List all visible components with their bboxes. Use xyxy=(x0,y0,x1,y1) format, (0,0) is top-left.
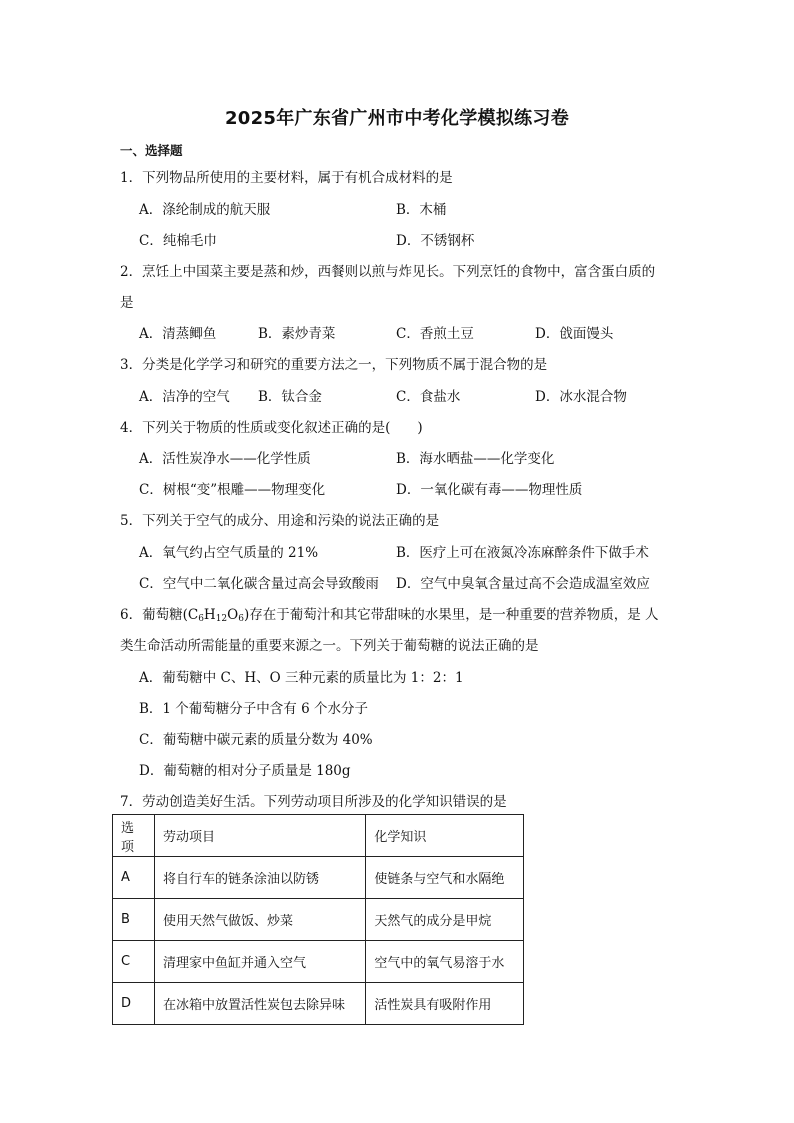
table-row xyxy=(113,983,524,1025)
question-2-stem-line2: 是 xyxy=(120,295,134,311)
formula-h: H xyxy=(203,607,216,623)
table-cell: 空气中的氧气易溶于水 xyxy=(366,941,524,983)
header-option: 选项 xyxy=(113,815,155,857)
question-3-option-b: B．钛合金 xyxy=(258,389,322,405)
question-5-option-c: C．空气中二氧化碳含量过高会导致酸雨 xyxy=(139,576,379,592)
table-row xyxy=(113,899,524,941)
question-5-option-b: B．医疗上可在液氮冷冻麻醉条件下做手术 xyxy=(396,545,649,561)
question-4-option-c: C．树根“变”根雕——物理变化 xyxy=(139,482,326,498)
table-header-row xyxy=(113,815,524,857)
question-5-option-a: A．氧气约占空气质量的 21% xyxy=(139,545,319,561)
question-7-stem: 7．劳动创造美好生活。下列劳动项目所涉及的化学知识错误的是 xyxy=(120,794,507,810)
table-cell: D xyxy=(113,983,155,1025)
question-1-stem: 1．下列物品所使用的主要材料，属于有机合成材料的是 xyxy=(120,170,453,186)
table-cell: 天然气的成分是甲烷 xyxy=(366,899,524,941)
table-cell: 在冰箱中放置活性炭包去除异味 xyxy=(154,983,365,1025)
q6-stem-post: )存在于葡萄汁和其它带甜味的水果里，是一种重要的营养物质，是 人 xyxy=(243,607,659,623)
question-7-table xyxy=(112,814,524,1025)
section-heading: 一、选择题 xyxy=(120,143,183,158)
formula-o: O xyxy=(227,607,239,623)
question-6-option-d: D．葡萄糖的相对分子质量是 180g xyxy=(139,763,351,779)
formula-sub-c: 6 xyxy=(198,614,204,624)
question-6-option-c: C．葡萄糖中碳元素的质量分数为 40% xyxy=(139,732,373,748)
question-2-option-b: B．素炒青菜 xyxy=(258,326,336,342)
header-chem-knowledge: 化学知识 xyxy=(366,815,524,857)
table-cell: C xyxy=(113,941,155,983)
table-row xyxy=(113,857,524,899)
question-2-option-d: D．戗面馒头 xyxy=(535,326,614,342)
table-row xyxy=(113,941,524,983)
question-4-stem: 4．下列关于物质的性质或变化叙述正确的是( ) xyxy=(120,420,423,436)
question-1-option-c: C．纯棉毛巾 xyxy=(139,233,217,249)
question-3-option-c: C．食盐水 xyxy=(396,389,461,405)
formula-sub-h: 12 xyxy=(215,614,228,624)
header-labor-item: 劳动项目 xyxy=(154,815,365,857)
q6-stem-pre: 6．葡萄糖(C xyxy=(120,607,199,623)
question-3-option-d: D．冰水混合物 xyxy=(535,389,627,405)
question-2-option-a: A．清蒸鲫鱼 xyxy=(139,326,217,342)
page-title: 2025年广东省广州市中考化学模拟练习卷 xyxy=(224,108,570,129)
question-3-stem: 3．分类是化学学习和研究的重要方法之一，下列物质不属于混合物的是 xyxy=(120,357,548,373)
question-6-option-b: B．1 个葡萄糖分子中含有 6 个水分子 xyxy=(139,701,368,717)
table-cell: A xyxy=(113,857,155,899)
table-cell: 使链条与空气和水隔绝 xyxy=(366,857,524,899)
table-cell: 使用天然气做饭、炒菜 xyxy=(154,899,365,941)
question-6-option-a: A．葡萄糖中 C、H、O 三种元素的质量比为 1：2：1 xyxy=(139,670,464,686)
question-4-option-b: B．海水晒盐——化学变化 xyxy=(396,451,555,467)
question-4-option-d: D．一氧化碳有毒——物理性质 xyxy=(396,482,583,498)
question-3-option-a: A．洁净的空气 xyxy=(139,389,230,405)
question-1-option-b: B．木桶 xyxy=(396,202,447,218)
table-cell: 活性炭具有吸附作用 xyxy=(366,983,524,1025)
question-1-option-d: D．不锈钢杯 xyxy=(396,233,475,249)
question-5-option-d: D．空气中臭氧含量过高不会造成温室效应 xyxy=(396,576,650,592)
question-2-stem-line1: 2．烹饪上中国菜主要是蒸和炒，西餐则以煎与炸见长。下列烹饪的食物中，富含蛋白质的 xyxy=(120,264,656,280)
question-4-option-a: A．活性炭净水——化学性质 xyxy=(139,451,311,467)
question-1-option-a: A．涤纶制成的航天服 xyxy=(139,202,271,218)
question-2-option-c: C．香煎土豆 xyxy=(396,326,474,342)
formula-sub-o: 6 xyxy=(238,614,244,624)
question-5-stem: 5．下列关于空气的成分、用途和污染的说法正确的是 xyxy=(120,513,440,529)
question-6-stem-line2: 类生命活动所需能量的重要来源之一。下列关于葡萄糖的说法正确的是 xyxy=(120,638,539,654)
table-cell: 清理家中鱼缸并通入空气 xyxy=(154,941,365,983)
table-cell: 将自行车的链条涂油以防锈 xyxy=(154,857,365,899)
table-cell: B xyxy=(113,899,155,941)
question-6-stem-line1 xyxy=(120,603,659,624)
